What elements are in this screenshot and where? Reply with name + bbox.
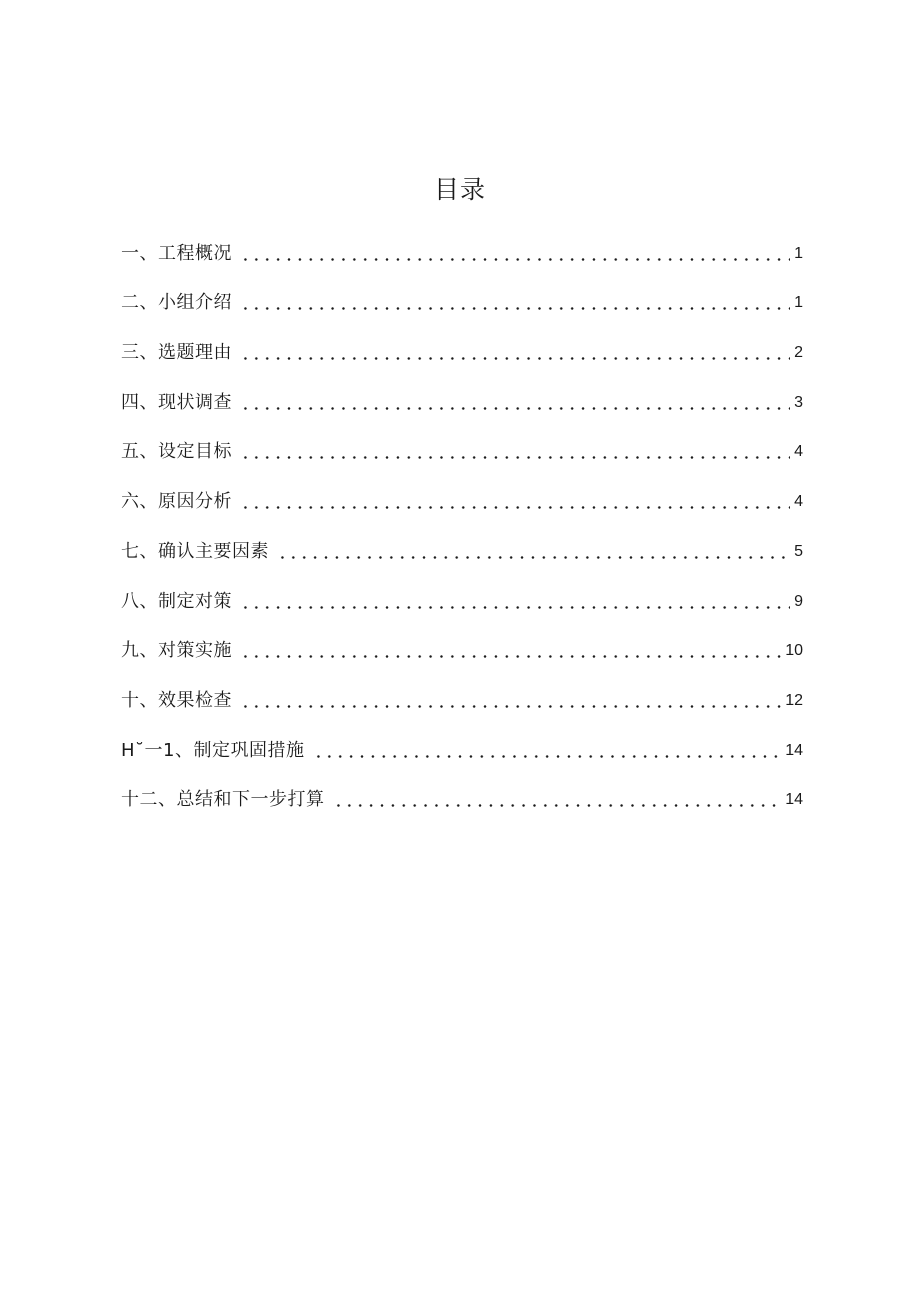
toc-entry[interactable]	[121, 526, 803, 576]
dot-leader	[240, 407, 790, 410]
dot-leader	[240, 655, 781, 658]
toc-entry-page: 4	[794, 493, 803, 511]
toc-entry-label: 一、工程概况	[121, 242, 232, 264]
toc-entry-label: 七、确认主要因素	[121, 540, 269, 562]
toc-entry-page: 5	[794, 542, 803, 560]
dot-leader	[240, 357, 790, 360]
toc-entry-page: 3	[794, 393, 803, 411]
toc-entry[interactable]	[121, 427, 803, 477]
toc-entry-label: 八、制定对策	[121, 590, 232, 612]
toc-entry[interactable]	[121, 228, 803, 278]
dot-leader	[277, 556, 790, 559]
toc-entry-page: 14	[785, 791, 803, 809]
toc-entry[interactable]	[121, 725, 803, 775]
toc-entry-label: 十、效果检查	[121, 689, 232, 711]
toc-entry-label: 六、原因分析	[121, 491, 232, 513]
toc-title: 目录	[433, 175, 486, 204]
toc-entry-page: 12	[785, 691, 803, 709]
toc-entry-page: 4	[794, 443, 803, 461]
toc-entry[interactable]	[121, 576, 803, 626]
toc-entry-label: H˘一1、制定巩固措施	[121, 739, 305, 761]
dot-leader	[240, 606, 790, 609]
toc-entry-label: 四、现状调查	[121, 391, 232, 413]
toc-entry-page: 2	[794, 344, 803, 362]
dot-leader	[313, 755, 782, 758]
toc-entry[interactable]	[121, 327, 803, 377]
dot-leader	[240, 506, 790, 509]
dot-leader	[240, 705, 781, 708]
dot-leader	[240, 307, 790, 310]
dot-leader	[240, 456, 790, 459]
toc-entry[interactable]	[121, 626, 803, 676]
toc-entry-label: 十二、总结和下一步打算	[121, 789, 325, 811]
toc-entry-label: 三、选题理由	[121, 342, 232, 364]
toc-entry[interactable]	[121, 377, 803, 427]
toc-entry[interactable]	[121, 775, 803, 825]
toc-entry-page: 1	[794, 294, 803, 312]
table-of-contents	[121, 228, 803, 824]
dot-leader	[240, 258, 790, 261]
toc-entry-label: 九、对策实施	[121, 640, 232, 662]
toc-entry[interactable]	[121, 476, 803, 526]
toc-entry-label: 五、设定目标	[121, 441, 232, 463]
toc-entry[interactable]	[121, 675, 803, 725]
dot-leader	[333, 804, 782, 807]
toc-entry-label: 二、小组介绍	[121, 292, 232, 314]
toc-entry[interactable]	[121, 278, 803, 328]
toc-entry-page: 1	[794, 244, 803, 262]
toc-entry-page: 9	[794, 592, 803, 610]
toc-entry-page: 10	[785, 642, 803, 660]
toc-entry-page: 14	[785, 741, 803, 759]
